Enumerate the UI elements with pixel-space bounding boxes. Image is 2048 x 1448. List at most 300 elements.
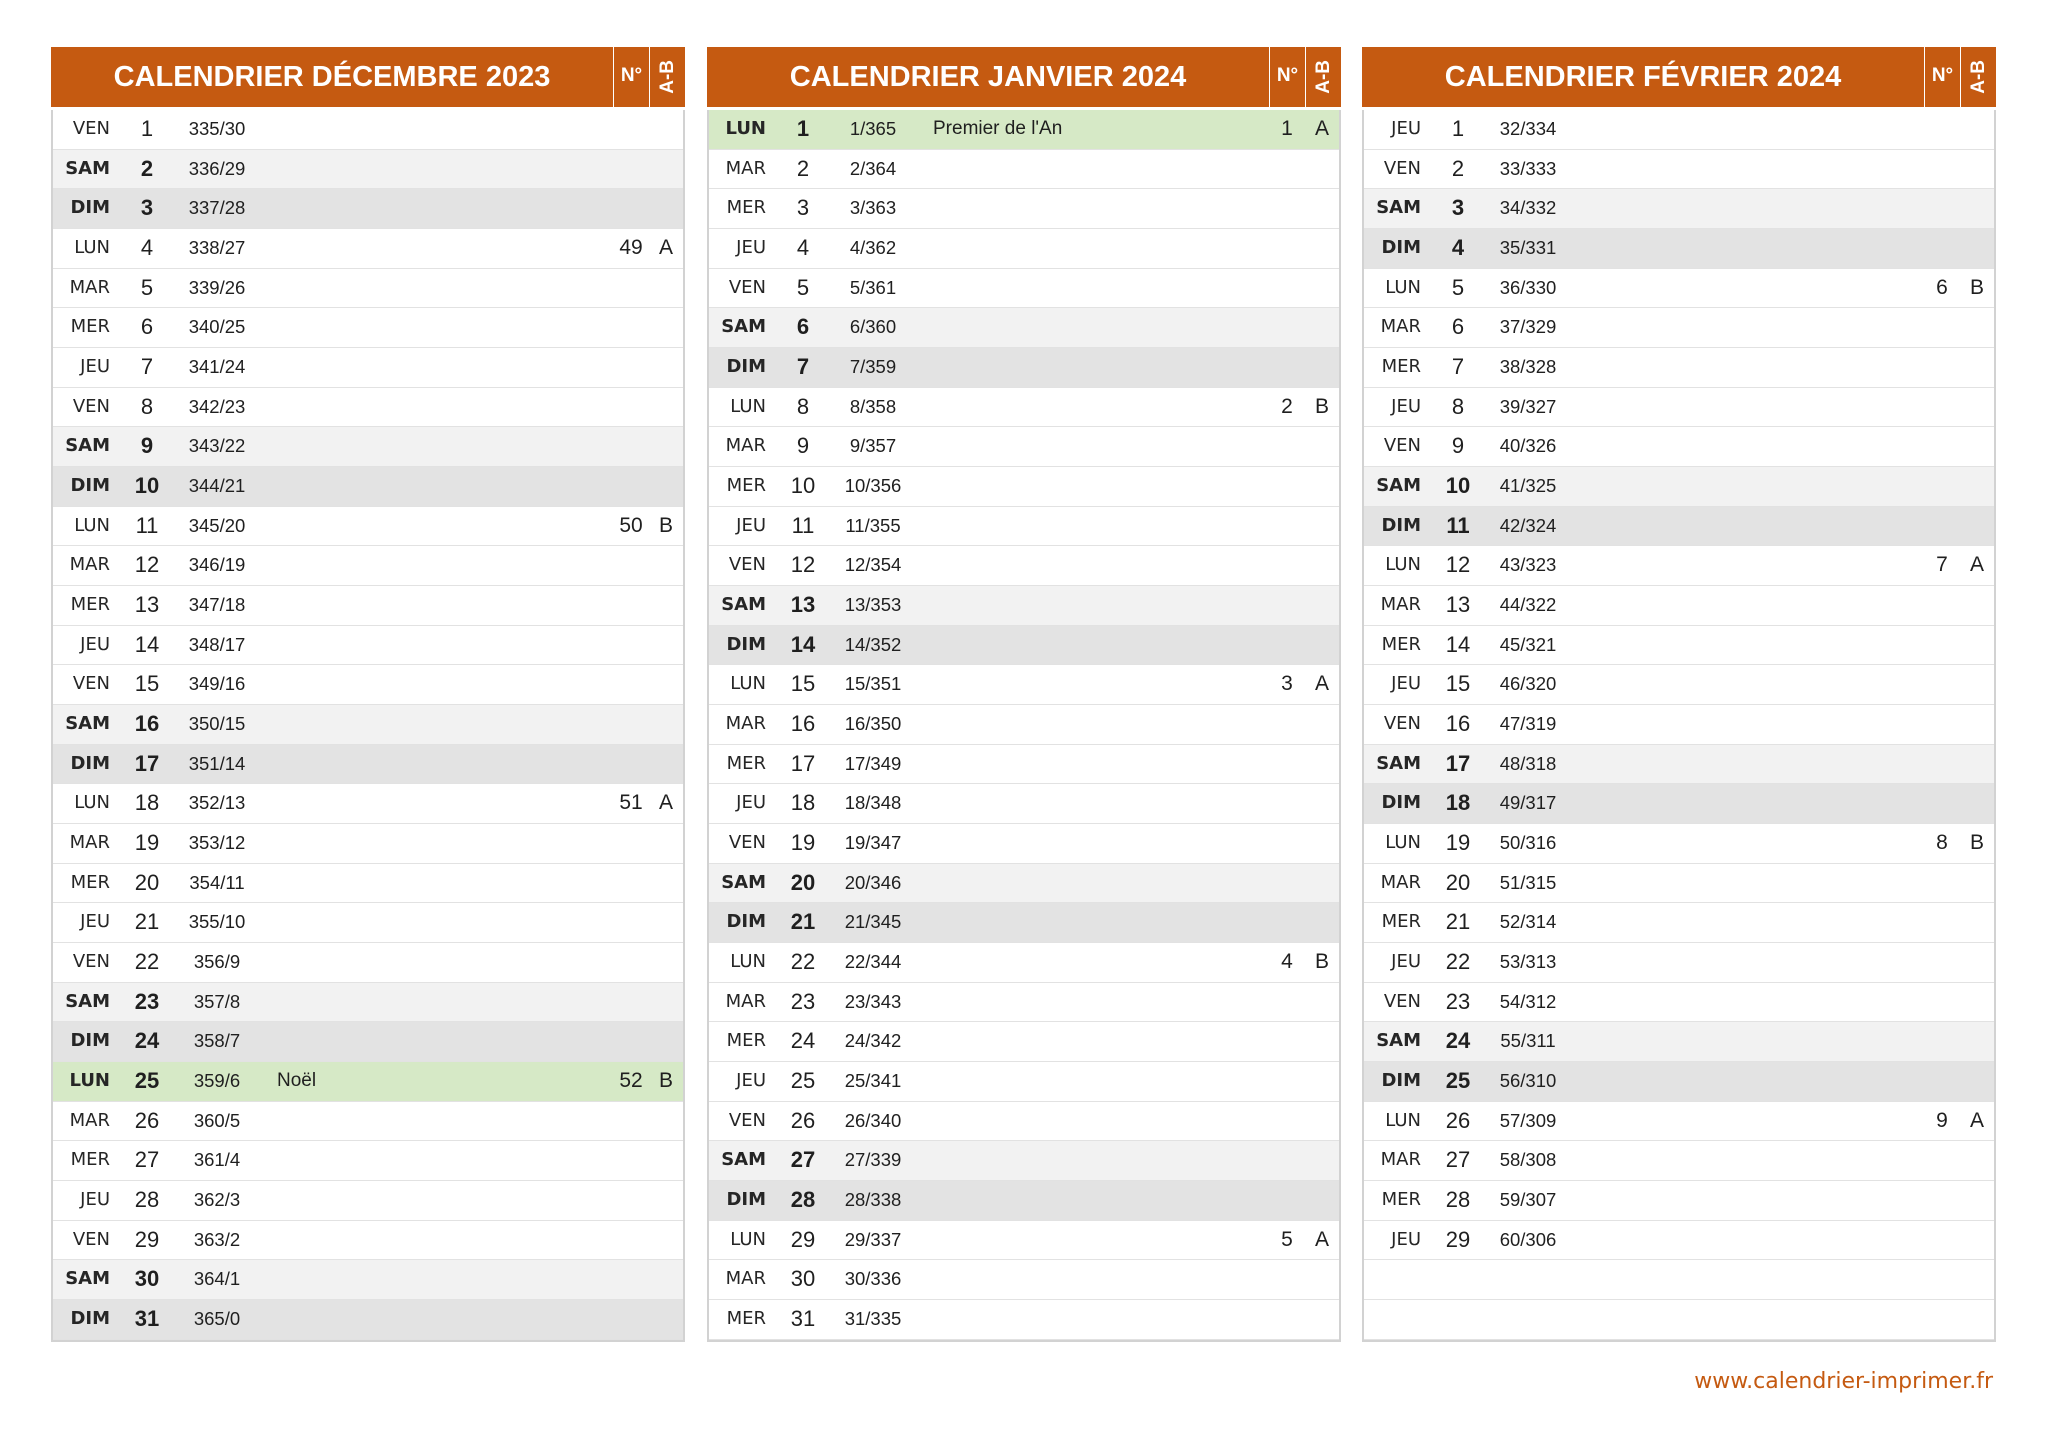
day-number: 15	[134, 671, 160, 697]
day-row	[53, 348, 683, 388]
day-of-year: 347/18	[188, 594, 246, 616]
day-of-year: 353/12	[188, 832, 246, 854]
day-of-year: 27/339	[844, 1149, 902, 1171]
day-number: 21	[790, 909, 816, 935]
week-parity: B	[1969, 275, 1984, 299]
day-number: 28	[1445, 1187, 1471, 1213]
day-of-year: 22/344	[844, 951, 902, 973]
month-title: CALENDRIER JANVIER 2024	[789, 61, 1187, 93]
day-number: 24	[790, 1028, 816, 1054]
week-number: 6	[1936, 275, 1948, 299]
day-row	[1364, 110, 1994, 150]
day-of-year: 50/316	[1499, 832, 1557, 854]
day-number: 27	[1445, 1147, 1471, 1173]
weekday-label: DIM	[70, 1030, 110, 1052]
day-of-year: 358/7	[193, 1030, 241, 1052]
weekday-label: MER	[726, 1308, 766, 1330]
month-title: CALENDRIER DÉCEMBRE 2023	[113, 61, 551, 93]
day-row	[1364, 1102, 1994, 1142]
day-number: 24	[1445, 1028, 1471, 1054]
weekday-label: SAM	[721, 871, 766, 893]
day-number: 9	[1451, 433, 1465, 459]
day-of-year: 1/365	[849, 118, 897, 139]
day-number: 11	[135, 512, 159, 538]
weekday-label: MAR	[725, 1268, 766, 1290]
day-number: 20	[790, 869, 816, 895]
day-number: 16	[134, 711, 160, 737]
day-of-year: 36/330	[1499, 276, 1557, 298]
week-parity: B	[1314, 950, 1329, 974]
day-of-year: 336/29	[188, 157, 246, 179]
day-row	[1364, 665, 1994, 705]
day-row	[709, 864, 1339, 904]
weekday-label: MER	[1381, 1189, 1421, 1211]
day-row	[1364, 388, 1994, 428]
day-row	[1364, 1141, 1994, 1181]
week-number: 2	[1281, 394, 1293, 418]
day-row	[709, 626, 1339, 666]
day-row	[1364, 745, 1994, 785]
day-row	[53, 665, 683, 705]
day-number: 18	[1445, 790, 1471, 816]
weekday-label: VEN	[72, 951, 110, 973]
week-parity: B	[1314, 394, 1329, 418]
day-of-year: 2/364	[849, 157, 897, 179]
day-of-year: 26/340	[844, 1109, 902, 1131]
day-number: 4	[140, 235, 154, 261]
day-of-year: 57/309	[1499, 1109, 1557, 1131]
day-of-year: 16/350	[844, 713, 902, 735]
week-parity: A	[658, 791, 673, 815]
day-row	[709, 1102, 1339, 1142]
day-row	[53, 150, 683, 190]
day-row	[1364, 705, 1994, 745]
day-number: 23	[790, 988, 816, 1014]
day-row	[53, 1141, 683, 1181]
weekday-label: DIM	[1381, 1070, 1421, 1092]
day-of-year: 52/314	[1499, 911, 1557, 933]
day-number: 21	[134, 909, 160, 935]
empty-row	[1364, 1260, 1994, 1300]
day-number: 31	[790, 1306, 816, 1332]
weekday-label: LUN	[1385, 1109, 1421, 1131]
day-of-year: 8/358	[849, 395, 897, 417]
day-number: 22	[790, 949, 816, 975]
weekday-label: SAM	[1376, 752, 1421, 774]
day-number: 7	[140, 354, 154, 380]
day-row	[53, 1102, 683, 1142]
week-number: 4	[1281, 950, 1293, 974]
day-of-year: 362/3	[193, 1189, 241, 1211]
weekday-label: VEN	[72, 395, 110, 417]
day-row	[1364, 427, 1994, 467]
day-number: 20	[1445, 869, 1471, 895]
week-parity-column-header	[649, 47, 685, 107]
day-row	[709, 705, 1339, 745]
day-of-year: 341/24	[188, 356, 246, 378]
day-of-year: 343/22	[188, 435, 246, 457]
month-header	[1362, 47, 1996, 107]
weekday-label: VEN	[728, 554, 766, 576]
day-number: 10	[134, 473, 160, 499]
day-number: 13	[790, 592, 816, 618]
week-parity: A	[1314, 672, 1329, 696]
day-row	[709, 546, 1339, 586]
day-number: 9	[796, 433, 810, 459]
week-number: 50	[619, 513, 643, 537]
day-row	[1364, 784, 1994, 824]
day-of-year: 24/342	[844, 1030, 902, 1052]
day-row	[709, 427, 1339, 467]
day-number: 12	[134, 552, 160, 578]
day-row	[53, 784, 683, 824]
day-of-year: 10/356	[844, 475, 902, 497]
day-of-year: 359/6	[193, 1070, 241, 1092]
day-number: 27	[790, 1147, 816, 1173]
day-row	[709, 507, 1339, 547]
day-row	[1364, 189, 1994, 229]
day-row	[53, 269, 683, 309]
day-of-year: 53/313	[1499, 951, 1557, 973]
weekday-label: LUN	[725, 118, 766, 139]
day-row	[709, 388, 1339, 428]
day-of-year: 9/357	[849, 435, 897, 457]
week-number: 5	[1281, 1227, 1293, 1251]
day-row	[53, 1300, 683, 1340]
day-of-year: 55/311	[1500, 1030, 1556, 1052]
day-row	[709, 1062, 1339, 1102]
day-of-year: 54/312	[1499, 990, 1557, 1012]
day-row	[53, 824, 683, 864]
day-of-year: 361/4	[193, 1149, 241, 1171]
week-parity: A	[1314, 117, 1329, 140]
day-row	[709, 1300, 1339, 1340]
day-number: 11	[791, 512, 815, 538]
day-row	[53, 1062, 683, 1102]
day-list	[1362, 110, 1996, 1342]
weekday-label: MER	[70, 594, 110, 616]
weekday-label: MAR	[725, 435, 766, 457]
day-of-year: 354/11	[189, 871, 245, 893]
day-row	[53, 189, 683, 229]
weekday-label: VEN	[728, 832, 766, 854]
day-of-year: 350/15	[188, 713, 246, 735]
weekday-label: JEU	[736, 237, 766, 259]
day-number: 24	[134, 1028, 160, 1054]
day-of-year: 38/328	[1499, 356, 1557, 378]
month-title: CALENDRIER FÉVRIER 2024	[1444, 61, 1842, 93]
day-number: 6	[140, 314, 154, 340]
weekday-label: SAM	[721, 316, 766, 338]
weekday-label: DIM	[726, 1189, 766, 1211]
weekday-label: DIM	[726, 356, 766, 378]
weekday-label: VEN	[728, 1109, 766, 1131]
week-parity: A	[658, 236, 673, 260]
day-of-year: 48/318	[1499, 752, 1557, 774]
day-of-year: 25/341	[844, 1070, 902, 1092]
day-of-year: 42/324	[1499, 514, 1557, 536]
day-number: 5	[1451, 274, 1465, 300]
day-of-year: 11/355	[845, 514, 901, 536]
day-number: 14	[1445, 631, 1471, 657]
day-of-year: 3/363	[849, 197, 897, 219]
weekday-label: VEN	[1383, 435, 1421, 457]
day-row	[1364, 983, 1994, 1023]
weekday-label: SAM	[65, 1268, 110, 1290]
day-number: 22	[134, 949, 160, 975]
day-of-year: 12/354	[844, 554, 902, 576]
weekday-label: SAM	[721, 1149, 766, 1171]
weekday-label: SAM	[65, 435, 110, 457]
empty-row	[1364, 1300, 1994, 1340]
day-of-year: 39/327	[1499, 395, 1557, 417]
week-parity-column-label: A-B	[1313, 60, 1334, 94]
day-number: 3	[1451, 195, 1465, 221]
day-of-year: 59/307	[1499, 1189, 1557, 1211]
weekday-label: DIM	[70, 475, 110, 497]
day-row	[53, 308, 683, 348]
day-of-year: 356/9	[193, 951, 241, 973]
day-list	[51, 110, 685, 1342]
day-number: 30	[790, 1266, 816, 1292]
day-number: 5	[796, 274, 810, 300]
day-number: 18	[134, 790, 160, 816]
week-number: 1	[1281, 117, 1293, 140]
month-panel-february-2024	[1362, 47, 1996, 1342]
day-number: 15	[1445, 671, 1471, 697]
day-row	[53, 943, 683, 983]
weekday-label: MAR	[69, 554, 110, 576]
day-row	[1364, 269, 1994, 309]
day-of-year: 37/329	[1499, 316, 1557, 338]
weekday-label: JEU	[80, 356, 110, 378]
day-of-year: 58/308	[1499, 1149, 1557, 1171]
day-row	[1364, 546, 1994, 586]
day-of-year: 355/10	[188, 911, 246, 933]
day-number: 3	[140, 195, 154, 221]
day-row	[53, 705, 683, 745]
day-row	[1364, 943, 1994, 983]
day-row	[53, 983, 683, 1023]
day-of-year: 31/335	[844, 1308, 902, 1330]
day-row	[709, 586, 1339, 626]
month-header	[707, 47, 1341, 107]
day-number: 28	[790, 1187, 816, 1213]
day-number: 21	[1445, 909, 1471, 935]
day-row	[709, 1022, 1339, 1062]
day-of-year: 45/321	[1499, 633, 1557, 655]
weekday-label: DIM	[1381, 237, 1421, 259]
weekday-label: MAR	[1380, 1149, 1421, 1171]
day-number: 26	[1445, 1107, 1471, 1133]
day-number: 18	[790, 790, 816, 816]
day-number: 23	[134, 988, 160, 1014]
day-of-year: 7/359	[849, 356, 897, 378]
day-number: 10	[790, 473, 816, 499]
weekday-label: JEU	[736, 792, 766, 814]
day-number: 3	[796, 195, 810, 221]
day-of-year: 346/19	[188, 554, 246, 576]
day-number: 7	[796, 354, 810, 380]
day-number: 5	[140, 274, 154, 300]
day-of-year: 51/315	[1499, 871, 1557, 893]
weekday-label: MER	[726, 475, 766, 497]
week-parity: B	[658, 1069, 673, 1093]
day-of-year: 15/351	[844, 673, 902, 695]
day-number: 7	[1451, 354, 1465, 380]
day-number: 1	[796, 116, 810, 141]
day-of-year: 21/345	[844, 911, 902, 933]
day-row	[53, 1181, 683, 1221]
week-parity: A	[1969, 1108, 1984, 1132]
month-header	[51, 47, 685, 107]
weekday-label: LUN	[74, 792, 110, 814]
day-number: 13	[134, 592, 160, 618]
week-number: 7	[1936, 553, 1948, 577]
day-row	[1364, 308, 1994, 348]
day-row	[53, 1022, 683, 1062]
day-row	[1364, 348, 1994, 388]
weekday-label: JEU	[1391, 395, 1421, 417]
day-row	[709, 903, 1339, 943]
day-number: 25	[134, 1068, 160, 1094]
day-row	[53, 546, 683, 586]
week-parity: B	[1969, 831, 1984, 855]
weekday-label: SAM	[1376, 475, 1421, 497]
day-of-year: 33/333	[1499, 157, 1557, 179]
day-number: 12	[790, 552, 816, 578]
weekday-label: MER	[1381, 356, 1421, 378]
holiday-name: Noël	[277, 1070, 317, 1092]
week-number-column-header: N°	[613, 47, 649, 107]
weekday-label: MAR	[725, 990, 766, 1012]
day-row	[709, 467, 1339, 507]
day-row	[53, 388, 683, 428]
weekday-label: LUN	[730, 673, 766, 695]
day-number: 27	[134, 1147, 160, 1173]
week-number: 49	[619, 236, 643, 260]
weekday-label: SAM	[65, 157, 110, 179]
day-of-year: 335/30	[188, 118, 246, 139]
weekday-label: LUN	[74, 514, 110, 536]
day-row	[53, 229, 683, 269]
day-number: 15	[790, 671, 816, 697]
day-number: 16	[1445, 711, 1471, 737]
weekday-label: MAR	[69, 276, 110, 298]
day-row	[1364, 864, 1994, 904]
week-parity-column-header	[1305, 47, 1341, 107]
weekday-label: DIM	[1381, 792, 1421, 814]
day-of-year: 365/0	[193, 1308, 241, 1330]
day-row	[709, 943, 1339, 983]
website-link[interactable]: www.calendrier-imprimer.fr	[1694, 1369, 1993, 1394]
weekday-label: JEU	[80, 633, 110, 655]
day-of-year: 32/334	[1499, 118, 1557, 139]
day-of-year: 18/348	[844, 792, 902, 814]
day-row	[53, 903, 683, 943]
day-of-year: 23/343	[844, 990, 902, 1012]
day-number: 1	[140, 116, 154, 141]
week-parity-column-header	[1960, 47, 1996, 107]
weekday-label: DIM	[1381, 514, 1421, 536]
day-number: 12	[1445, 552, 1471, 578]
day-number: 19	[790, 830, 816, 856]
day-of-year: 357/8	[193, 990, 241, 1012]
day-row	[1364, 586, 1994, 626]
day-of-year: 351/14	[188, 752, 246, 774]
weekday-label: MER	[70, 316, 110, 338]
weekday-label: MER	[726, 752, 766, 774]
day-row	[1364, 150, 1994, 190]
day-of-year: 352/13	[188, 792, 246, 814]
weekday-label: LUN	[730, 1228, 766, 1250]
day-row	[709, 983, 1339, 1023]
day-of-year: 46/320	[1499, 673, 1557, 695]
day-of-year: 17/349	[844, 752, 902, 774]
weekday-label: VEN	[1383, 157, 1421, 179]
day-of-year: 342/23	[188, 395, 246, 417]
day-row	[709, 150, 1339, 190]
week-number-column-header: N°	[1924, 47, 1960, 107]
day-of-year: 34/332	[1499, 197, 1557, 219]
week-parity: B	[658, 513, 673, 537]
weekday-label: MER	[726, 197, 766, 219]
day-number: 1	[1451, 116, 1465, 141]
weekday-label: DIM	[70, 197, 110, 219]
weekday-label: JEU	[1391, 951, 1421, 973]
day-row	[1364, 824, 1994, 864]
day-of-year: 5/361	[849, 276, 897, 298]
weekday-label: JEU	[736, 1070, 766, 1092]
weekday-label: LUN	[730, 395, 766, 417]
day-number: 11	[1446, 512, 1470, 538]
day-of-year: 360/5	[193, 1109, 241, 1131]
week-parity-column-label: A-B	[1968, 60, 1989, 94]
week-parity-column-label: A-B	[657, 60, 678, 94]
day-list	[707, 110, 1341, 1342]
weekday-label: LUN	[1385, 276, 1421, 298]
weekday-label: SAM	[1376, 197, 1421, 219]
day-of-year: 364/1	[193, 1268, 241, 1290]
day-row	[1364, 626, 1994, 666]
day-of-year: 29/337	[844, 1228, 902, 1250]
day-number: 4	[1451, 235, 1465, 261]
day-of-year: 41/325	[1499, 475, 1557, 497]
weekday-label: JEU	[80, 911, 110, 933]
weekday-label: MER	[70, 871, 110, 893]
day-row	[709, 229, 1339, 269]
day-of-year: 348/17	[188, 633, 246, 655]
day-number: 2	[140, 155, 154, 181]
day-row	[1364, 467, 1994, 507]
day-row	[709, 1260, 1339, 1300]
weekday-label: JEU	[1391, 673, 1421, 695]
day-number: 29	[790, 1226, 816, 1252]
day-row	[53, 1260, 683, 1300]
day-number: 2	[796, 155, 810, 181]
weekday-label: JEU	[1391, 1228, 1421, 1250]
day-number: 22	[1445, 949, 1471, 975]
day-row	[709, 110, 1339, 150]
day-number: 26	[134, 1107, 160, 1133]
week-number-column-header: N°	[1269, 47, 1305, 107]
weekday-label: LUN	[1385, 554, 1421, 576]
weekday-label: SAM	[65, 713, 110, 735]
day-row	[709, 348, 1339, 388]
weekday-label: LUN	[1385, 832, 1421, 854]
day-of-year: 47/319	[1499, 713, 1557, 735]
day-row	[1364, 903, 1994, 943]
